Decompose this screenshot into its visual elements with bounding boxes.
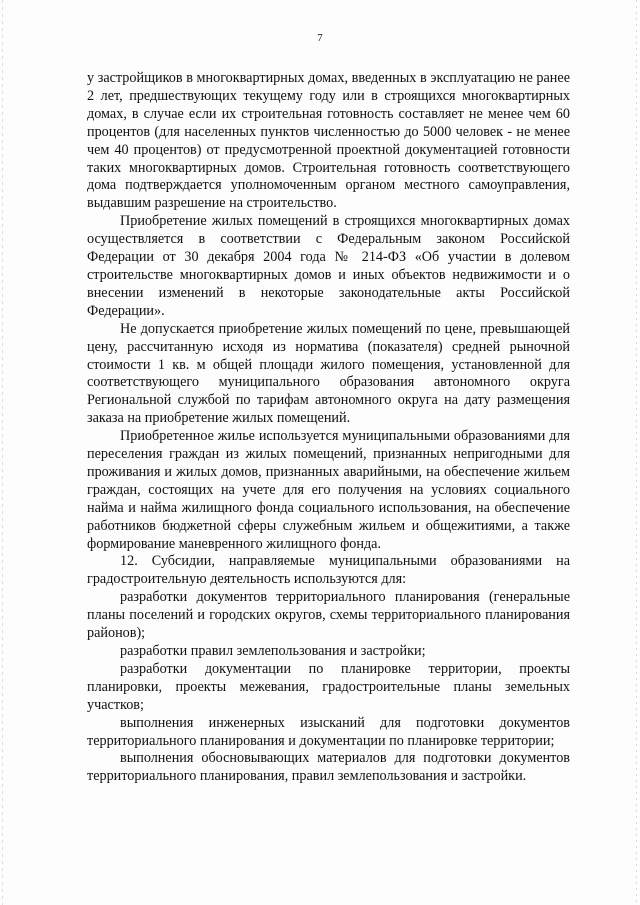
list-item-territorial-planning: разработки документов территориального планирования (генеральные планы поселений и городских округов, схемы территориального планирования районов);	[87, 589, 570, 642]
list-item-justifying-materials: выполнения обосновывающих материалов для подготовки документов территориального планирования, правил землепользования и застройки.	[87, 750, 570, 785]
paragraph-continuation: у застройщиков в многоквартирных домах, введенных в эксплуатацию не ранее 2 лет, предшествующих текущему году или в строящихся многоквартирных домах, в случае если их строительная готовность составляет не менее чем 60 процентов (для населенных пунктов численностью до 5000 человек - не менее чем 40 процентов) от предусмотренной проектной документацией готовности таких многоквартирных домов. Строительная готовность соответствующего дома подтверждается уполномоченным органом местного самоуправления, выдавшим разрешение на строительство.	[87, 70, 570, 212]
paragraph-construction-law: Приобретение жилых помещений в строящихся многоквартирных домах осуществляется в соответствии с Федеральным законом Российской Федерации от 30 декабря 2004 года № 214-ФЗ «Об участии в долевом строительстве многоквартирных домов и иных объектов недвижимости и о внесении изменений в некоторые законодательные акты Российской Федерации».	[87, 213, 570, 319]
page-number: 7	[317, 32, 323, 44]
scan-edge-left	[2, 0, 3, 905]
list-item-land-use-rules: разработки правил землепользования и застройки;	[120, 643, 426, 659]
scan-edge-right	[636, 0, 637, 905]
paragraph-subsidies-item-12: 12. Субсидии, направляемые муниципальными образованиями на градостроительную деятельность используются для:	[87, 553, 570, 588]
paragraph-price-limit: Не допускается приобретение жилых помещений по цене, превышающей цену, рассчитанную исходя из норматива (показателя) средней рыночной стоимости 1 кв. м общей площади жилого помещения, установленной для соответствующего муниципального образования автономного округа Региональной службой по тарифам автономного округа на дату размещения заказа на приобретение жилых помещений.	[87, 320, 570, 427]
list-item-engineering-surveys: выполнения инженерных изысканий для подготовки документов территориального планирования и документации по планировке территории;	[87, 714, 570, 749]
list-item-territory-layout: разработки документации по планировке территории, проекты планировки, проекты межевания, градостроительные планы земельных участков;	[87, 660, 570, 713]
paragraph-housing-use: Приобретенное жилье используется муниципальными образованиями для переселения граждан из жилых помещений, признанных непригодными для проживания и жилых домов, признанных аварийными, на обеспечение жильем граждан, состоящих на учете для его получения на условиях социального найма и найма жилищного фонда социального использования, на обеспечение работников бюджетной сферы служебным жильем и общежитиями, а также формирование маневренного жилищного фонда.	[87, 428, 570, 552]
document-body	[87, 70, 570, 786]
